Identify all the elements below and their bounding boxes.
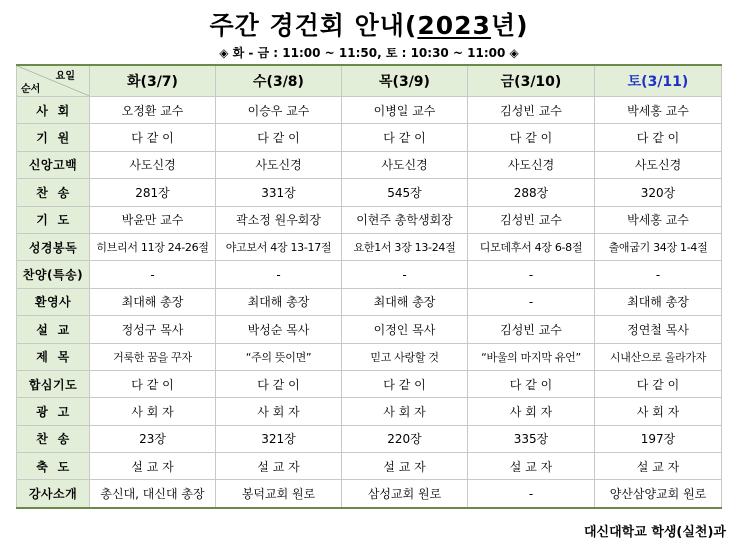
schedule-cell: 23장 xyxy=(90,425,216,452)
schedule-cell: 요한1서 3장 13-24절 xyxy=(342,233,468,260)
schedule-cell: 설 교 자 xyxy=(595,453,722,480)
schedule-times: ◈ 화 - 금 : 11:00 ~ 11:50, 토 : 10:30 ~ 11:00 ◈ xyxy=(219,46,519,60)
row-label: 합심기도 xyxy=(17,370,90,397)
schedule-cell: “바울의 마지막 유언” xyxy=(468,343,595,370)
page-title xyxy=(0,6,738,42)
schedule-cell: 이승우 교수 xyxy=(216,97,342,124)
schedule-cell: 박성순 목사 xyxy=(216,316,342,343)
schedule-cell: 다 같 이 xyxy=(342,370,468,397)
schedule-cell: 거룩한 꿈을 꾸자 xyxy=(90,343,216,370)
schedule-cell: 총신대, 대신대 총장 xyxy=(90,480,216,508)
schedule-cell: 사도신경 xyxy=(468,151,595,178)
row-label: 성경봉독 xyxy=(17,233,90,260)
row-label: 찬 송 xyxy=(17,179,90,206)
table-row xyxy=(17,316,722,343)
corner-order-label: 순서 xyxy=(21,84,41,95)
table-row xyxy=(17,343,722,370)
schedule-cell: 사 회 자 xyxy=(468,398,595,425)
schedule-cell: 삼성교회 원로 xyxy=(342,480,468,508)
schedule-cell: 다 같 이 xyxy=(90,370,216,397)
schedule-cell: 220장 xyxy=(342,425,468,452)
table-header-row xyxy=(17,65,722,97)
schedule-cell: 사 회 자 xyxy=(342,398,468,425)
table-row xyxy=(17,425,722,452)
day-header-tue: 화(3/7) xyxy=(90,65,216,97)
schedule-cell: 최대해 총장 xyxy=(216,288,342,315)
schedule-cell: 설 교 자 xyxy=(468,453,595,480)
day-header-wed: 수(3/8) xyxy=(216,65,342,97)
table-row xyxy=(17,151,722,178)
schedule-cell: 야고보서 4장 13-17절 xyxy=(216,233,342,260)
day-header-sat: 토(3/11) xyxy=(595,65,722,97)
schedule-cell: 288장 xyxy=(468,179,595,206)
schedule-cell: 최대해 총장 xyxy=(90,288,216,315)
table-row xyxy=(17,97,722,124)
schedule-cell: 설 교 자 xyxy=(90,453,216,480)
schedule-cell: 봉덕교회 원로 xyxy=(216,480,342,508)
schedule-cell: 335장 xyxy=(468,425,595,452)
schedule-cell: 사도신경 xyxy=(90,151,216,178)
schedule-cell: 설 교 자 xyxy=(216,453,342,480)
schedule-cell: 디모데후서 4장 6-8절 xyxy=(468,233,595,260)
schedule-cell: 히브리서 11장 24-26절 xyxy=(90,233,216,260)
schedule-cell: 사도신경 xyxy=(216,151,342,178)
title-paren-open: ( xyxy=(404,11,418,40)
schedule-cell: 김성빈 교수 xyxy=(468,206,595,233)
corner-day-label: 요일 xyxy=(55,71,75,82)
schedule-cell: “주의 뜻이면” xyxy=(216,343,342,370)
day-header-fri: 금(3/10) xyxy=(468,65,595,97)
schedule-cell: 박세홍 교수 xyxy=(595,206,722,233)
row-label: 기 원 xyxy=(17,124,90,151)
schedule-cell: 정연철 목사 xyxy=(595,316,722,343)
row-label: 광 고 xyxy=(17,398,90,425)
table-row xyxy=(17,124,722,151)
schedule-cell: 다 같 이 xyxy=(468,124,595,151)
schedule-cell: 321장 xyxy=(216,425,342,452)
title-paren-close: ) xyxy=(516,11,529,40)
schedule-cell: 다 같 이 xyxy=(90,124,216,151)
schedule-cell: 이정인 목사 xyxy=(342,316,468,343)
row-label: 신앙고백 xyxy=(17,151,90,178)
schedule-cell: 최대해 총장 xyxy=(342,288,468,315)
footer-department: 대신대학교 학생(실천)과 xyxy=(584,525,726,540)
title-main: 주간 경건회 안내 xyxy=(209,11,405,40)
table-row xyxy=(17,206,722,233)
table-row xyxy=(17,179,722,206)
schedule-cell: - xyxy=(216,261,342,288)
row-label: 사 회 xyxy=(17,97,90,124)
schedule-cell: - xyxy=(595,261,722,288)
table-row xyxy=(17,288,722,315)
table-row xyxy=(17,233,722,260)
schedule-cell: 최대해 총장 xyxy=(595,288,722,315)
row-label: 기 도 xyxy=(17,206,90,233)
table-row xyxy=(17,261,722,288)
schedule-cell: 이병일 교수 xyxy=(342,97,468,124)
schedule-cell: 출애굽기 34장 1-4절 xyxy=(595,233,722,260)
table-row xyxy=(17,370,722,397)
day-header-thu: 목(3/9) xyxy=(342,65,468,97)
schedule-cell: 사 회 자 xyxy=(90,398,216,425)
row-label: 제 목 xyxy=(17,343,90,370)
row-label: 찬 송 xyxy=(17,425,90,452)
schedule-cell: - xyxy=(468,261,595,288)
schedule-cell: - xyxy=(468,288,595,315)
schedule-cell: 김성빈 교수 xyxy=(468,97,595,124)
worship-schedule-table xyxy=(16,64,722,509)
row-label: 찬양(특송) xyxy=(17,261,90,288)
schedule-cell: 박세홍 교수 xyxy=(595,97,722,124)
table-row xyxy=(17,398,722,425)
schedule-cell: 다 같 이 xyxy=(468,370,595,397)
schedule-cell: 다 같 이 xyxy=(595,370,722,397)
schedule-cell: 김성빈 교수 xyxy=(468,316,595,343)
schedule-cell: 197장 xyxy=(595,425,722,452)
schedule-cell: 오정환 교수 xyxy=(90,97,216,124)
row-label: 축 도 xyxy=(17,453,90,480)
schedule-cell: - xyxy=(90,261,216,288)
schedule-cell: 다 같 이 xyxy=(216,124,342,151)
schedule-cell: 사 회 자 xyxy=(595,398,722,425)
schedule-cell: 박윤만 교수 xyxy=(90,206,216,233)
schedule-cell: - xyxy=(468,480,595,508)
schedule-cell: 양산삼양교회 원로 xyxy=(595,480,722,508)
schedule-cell: 545장 xyxy=(342,179,468,206)
schedule-cell: 이현주 총학생회장 xyxy=(342,206,468,233)
title-year: 2023 xyxy=(417,11,491,40)
row-label: 강사소개 xyxy=(17,480,90,508)
schedule-cell: 320장 xyxy=(595,179,722,206)
schedule-cell: 다 같 이 xyxy=(595,124,722,151)
table-row xyxy=(17,453,722,480)
schedule-cell: 사 회 자 xyxy=(216,398,342,425)
title-suffix: 년 xyxy=(490,11,517,40)
schedule-cell: 정성구 목사 xyxy=(90,316,216,343)
schedule-cell: 곽소정 원우회장 xyxy=(216,206,342,233)
schedule-cell: 다 같 이 xyxy=(342,124,468,151)
corner-header-cell xyxy=(17,65,90,97)
schedule-cell: 사도신경 xyxy=(342,151,468,178)
row-label: 설 교 xyxy=(17,316,90,343)
schedule-cell: 다 같 이 xyxy=(216,370,342,397)
schedule-cell: 믿고 사랑할 것 xyxy=(342,343,468,370)
schedule-cell: 설 교 자 xyxy=(342,453,468,480)
schedule-cell: 사도신경 xyxy=(595,151,722,178)
row-label: 환영사 xyxy=(17,288,90,315)
schedule-cell: 281장 xyxy=(90,179,216,206)
schedule-cell: - xyxy=(342,261,468,288)
schedule-cell: 시내산으로 올라가자 xyxy=(595,343,722,370)
table-row xyxy=(17,480,722,508)
schedule-cell: 331장 xyxy=(216,179,342,206)
